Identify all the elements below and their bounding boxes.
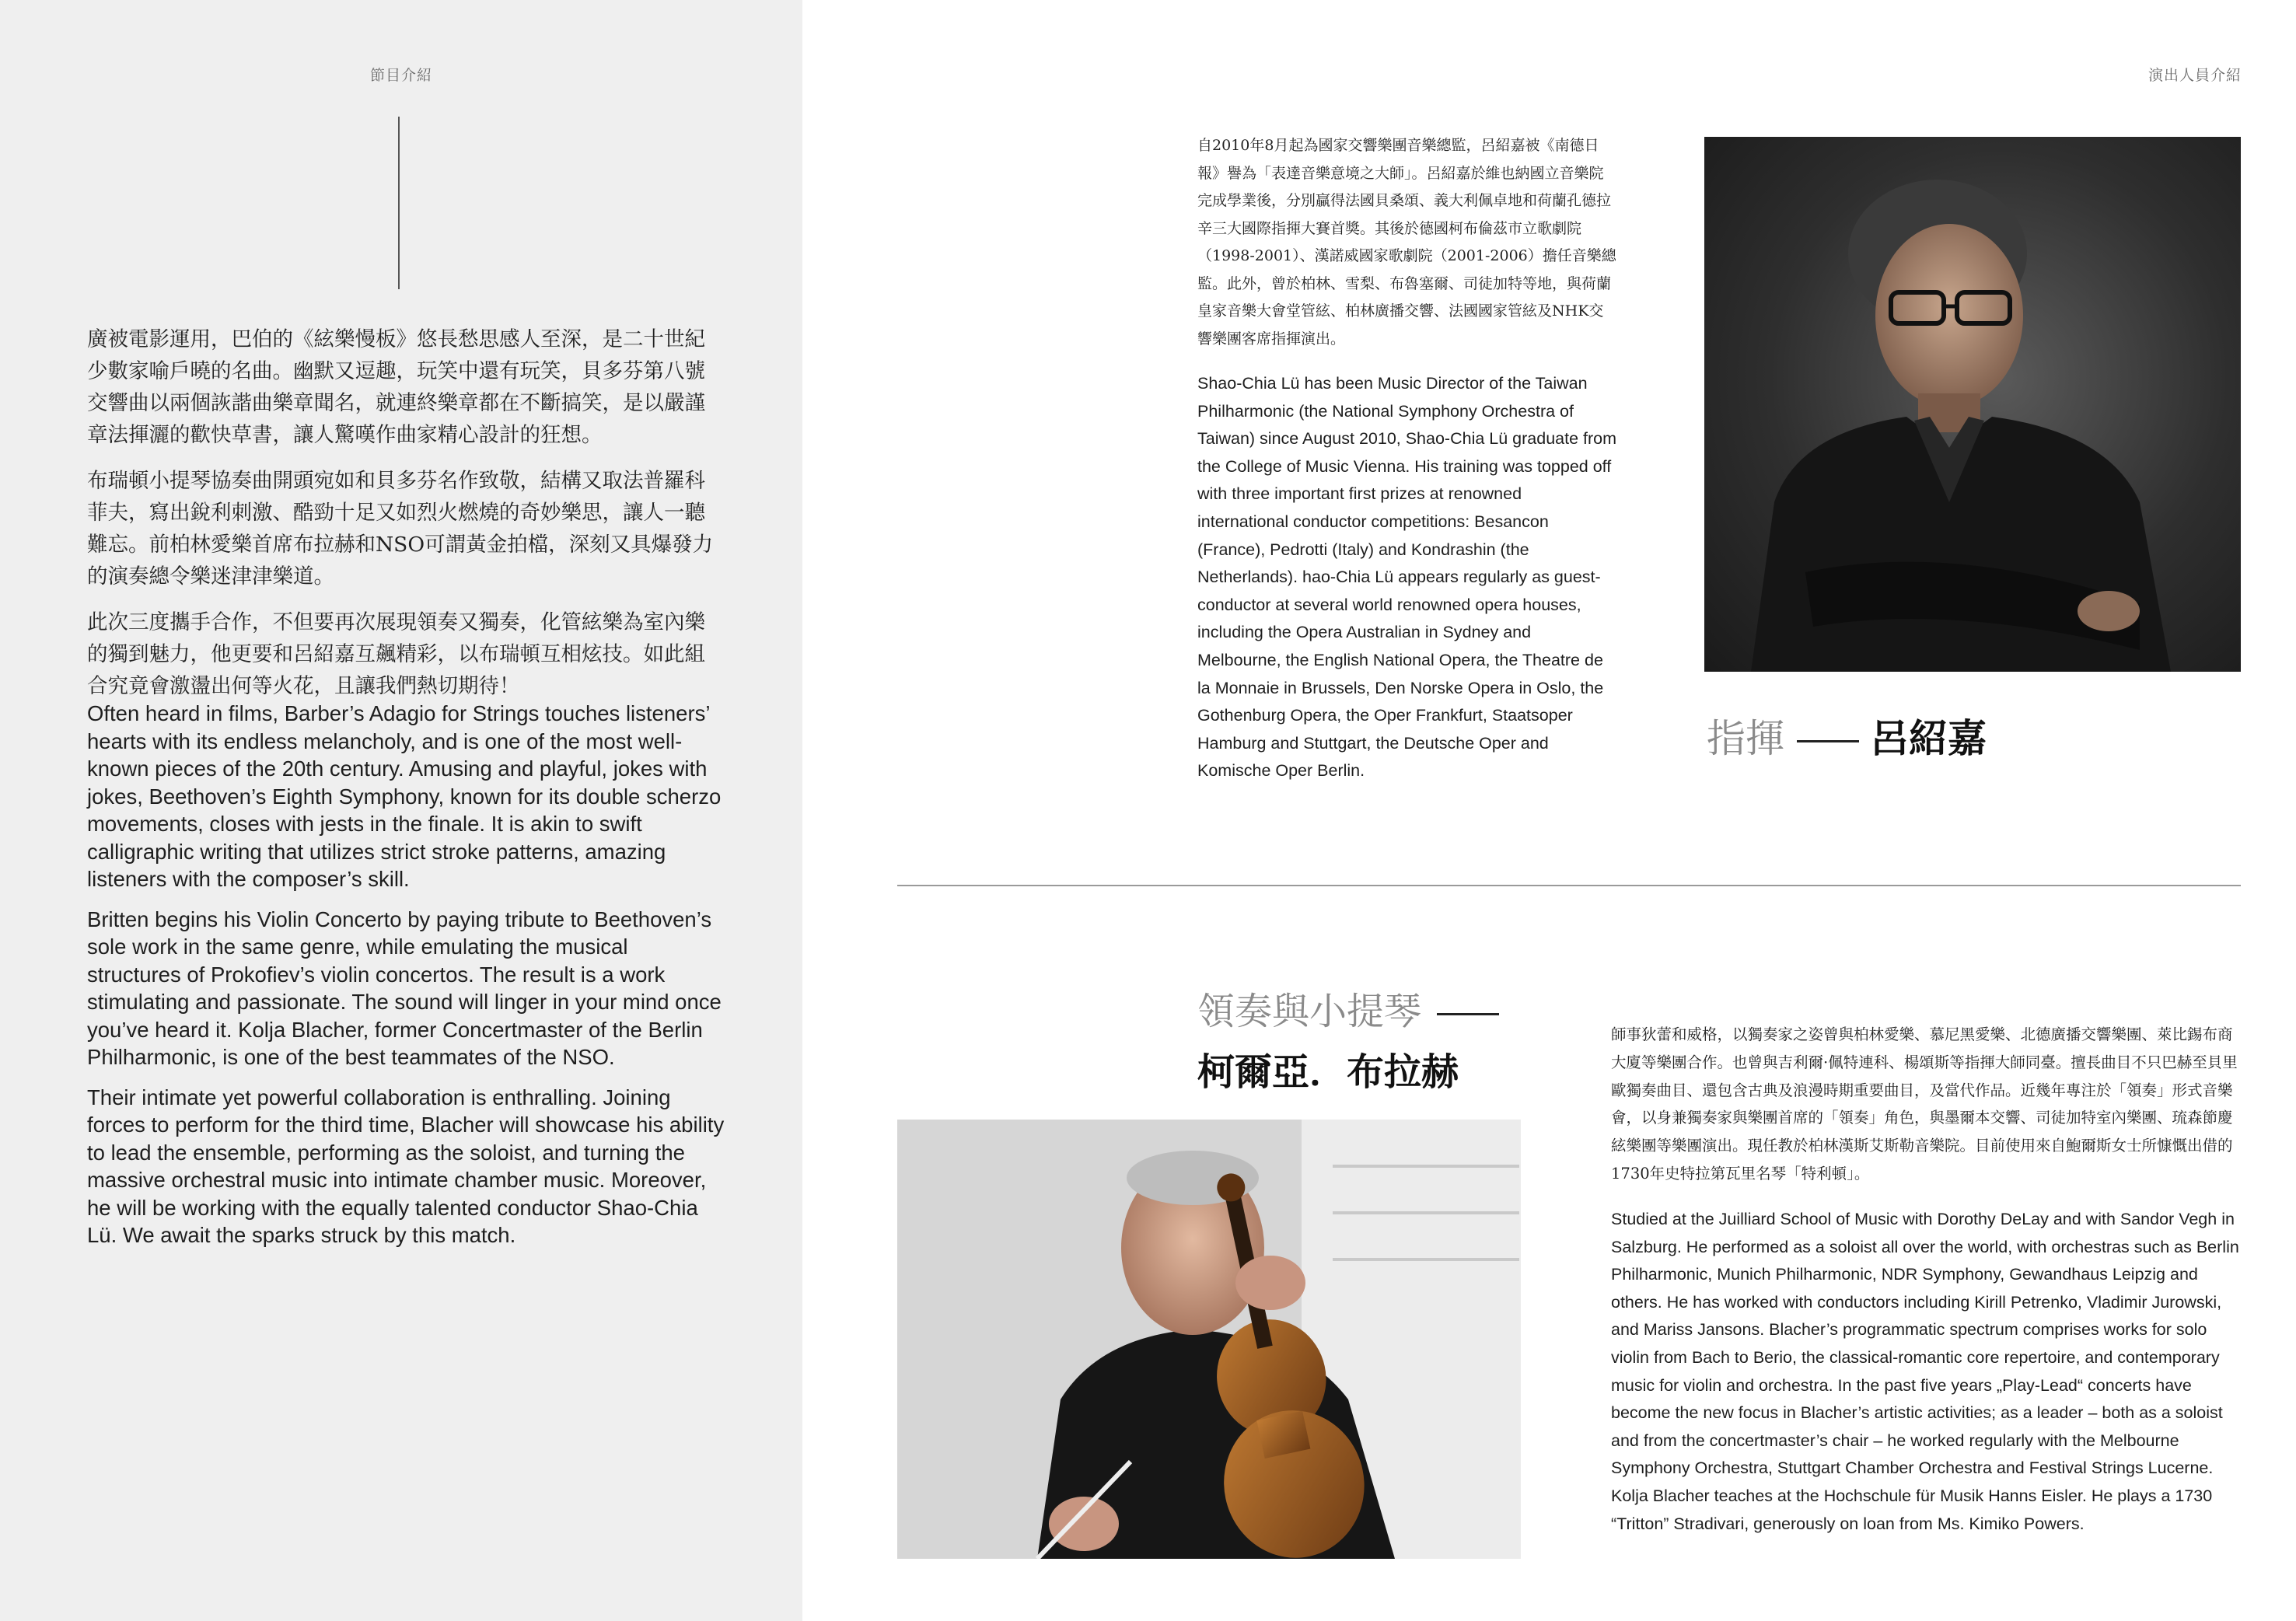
soloist-role: 領奏與小提琴: [1197, 990, 1422, 1033]
conductor-role: 指揮: [1707, 716, 1784, 761]
vertical-divider: [398, 117, 400, 289]
conductor-bio-zh: 自2010年8月起為國家交響樂團音樂總監，呂紹嘉被《南德日報》譽為「表達音樂意境之大師」。呂紹嘉於維也納國立音樂院完成學業後，分別贏得法國貝桑頌、義大利佩卓地和荷蘭孔德拉辛三大國際指揮大賽首獎。其後於德國柯布倫茲市立歌劇院（1998-2001）、漢諾威國家歌劇院（2001-2006）擔任音樂總監。此外，曾於柏林、雪梨、布魯塞爾、司徒加特等地，與荷蘭皇家音樂大會堂管絃、柏林廣播交響、法國國家管絃及NHK交響樂團客席指揮演出。: [1197, 137, 1616, 348]
zh-paragraph: 此次三度攜手合作，不但要再次展現領奏又獨奏，化管絃樂為室內樂的獨到魅力，他更要和呂紹嘉互飆精彩，以布瑞頓互相炫技。如此組合究竟會激盪出何等火花，且讓我們熱切期待！: [87, 610, 705, 698]
running-head-program: 節目介紹: [370, 67, 433, 84]
zh-paragraph: 布瑞頓小提琴協奏曲開頭宛如和貝多芬名作致敬，結構又取法普羅科菲夫，寫出銳利刺激、酷勁十足又如烈火燃燒的奇妙樂思，讓人一聽難忘。前柏林愛樂首席布拉赫和NSO可謂黃金拍檔，深刻又具爆發力的演奏總令樂迷津津樂道。: [87, 469, 714, 589]
en-paragraph: Their intimate yet powerful collaboration is enthralling. Joining forces to perform for the third time, Blacher will showcase his ability to lead the ensemble, performing as the soloist, and turning the massive orchestral music into intimate chamber music. Moreover, he will be working with the equally talented conductor Shao-Chia Lü. We await the sparks struck by this match.: [87, 1085, 725, 1247]
left-page: [0, 0, 802, 1621]
soloist-bio-zh: 師事狄蕾和威格，以獨奏家之姿曾與柏林愛樂、慕尼黑愛樂、北德廣播交響樂團、萊比錫布商大廈等樂團合作。也曾與吉利爾·佩特連科、楊頌斯等指揮大師同臺。擅長曲目不只巴赫至貝里歐獨奏曲目、還包含古典及浪漫時期重要曲目，及當代作品。近幾年專注於「領奏」形式音樂會，以身兼獨奏家與樂團首席的「領奏」角色，與墨爾本交響、司徒加特室內樂團、琉森節慶絃樂團等樂團演出。現任教於柏林漢斯艾斯勒音樂院。目前使用來自鮑爾斯女士所慷慨出借的1730年史特拉第瓦里名琴「特利頓」。: [1611, 1025, 2238, 1183]
en-paragraph: Often heard in films, Barber’s Adagio for Strings touches listeners’ hearts with its endless melancholy, and is one of the most well-known pieces of the 20th century. Amusing and playful, jokes with jokes, Beethoven’s Eighth Symphony, known for its double scherzo movements, closes with jests in the finale. It is akin to swift calligraphic writing that utilizes strict stroke patterns, amazing listeners with the composer’s skill.: [87, 701, 722, 891]
soloist-photo: [897, 1120, 1521, 1559]
title-dash: [1437, 1013, 1499, 1015]
soloist-bio-en: Studied at the Juilliard School of Music with Dorothy DeLay and with Sandor Vegh in Salzburg. He performed as a soloist all over the world, with orchestras such as Berlin Philharmonic, Munich Philharmonic, NDR Symphony, Gewandhaus Leipzig and others. He has worked with conductors including Kirill Petrenko, Vladimir Jurowski, and Mariss Jansons. Blacher’s programmatic spectrum comprises works for solo violin from Bach to Berio, the classical-romantic core repertoire, and contemporary music for violin and orchestra. In the past five years „Play-Lead“ concerts have become the new focus in Blacher’s artistic activities; as a leader – both as a soloist and from the concertmaster’s chair – he worked regularly with the Melbourne Symphony Orchestra, Stuttgart Chamber Orchestra and Festival Strings Lucerne. Kolja Blacher teaches at the Hochschule für Musik Hanns Eisler. He plays a 1730 “Tritton” Stradivari, generously on loan from Ms. Kimiko Powers.: [1611, 1210, 2239, 1533]
soloist-role-title: [1197, 981, 1499, 1035]
program-notes-en: [87, 700, 725, 1249]
section-divider: [897, 885, 2241, 886]
running-head-performers: 演出人員介紹: [2147, 67, 2242, 84]
soloist-name: 柯爾亞．布拉赫: [1197, 1050, 1459, 1094]
conductor-name: 呂紹嘉: [1870, 716, 1987, 761]
zh-paragraph: 廣被電影運用，巴伯的《絃樂慢板》悠長愁思感人至深，是二十世紀少數家喻戶曉的名曲。幽默又逗趣，玩笑中還有玩笑，貝多芬第八號交響曲以兩個詼諧曲樂章聞名，就連終樂章都在不斷搞笑，是以嚴謹章法揮灑的歡快草書，讓人驚嘆作曲家精心設計的狂想。: [87, 327, 705, 447]
conductor-bio-en: Shao-Chia Lü has been Music Director of the Taiwan Philharmonic (the National Symphony Orchestra of Taiwan) since August 2010, Shao-Chia Lü graduate from the College of Music Vienna. His training was topped off with three important first prizes at renowned international conductor competitions: Besancon (France), Pedrotti (Italy) and Kondrashin (the Netherlands). hao-Chia Lü appears regularly as guest-conductor at several world renowned opera houses, including the Opera Australian in Sydney and Melbourne, the English National Opera, the Theatre de la Monnaie in Brussels, Den Norske Opera in Oslo, the Gothenburg Opera, the Oper Frankfurt, Staatsoper Hamburg and Stuttgart, the Deutsche Oper and Komische Oper Berlin.: [1197, 374, 1617, 781]
conductor-title: [1707, 707, 1987, 763]
title-dash: [1797, 740, 1859, 742]
program-notes-zh: [87, 323, 717, 702]
en-paragraph: Britten begins his Violin Concerto by paying tribute to Beethoven’s sole work in the same genre, while emulating the musical structures of Prokofiev’s violin concertos. The result is a work stimulating and passionate. The sound will linger in your mind once you’ve heard it. Kolja Blacher, former Concertmaster of the Berlin Philharmonic, is one of the best teammates of the NSO.: [87, 907, 722, 1069]
conductor-photo: [1704, 137, 2241, 672]
